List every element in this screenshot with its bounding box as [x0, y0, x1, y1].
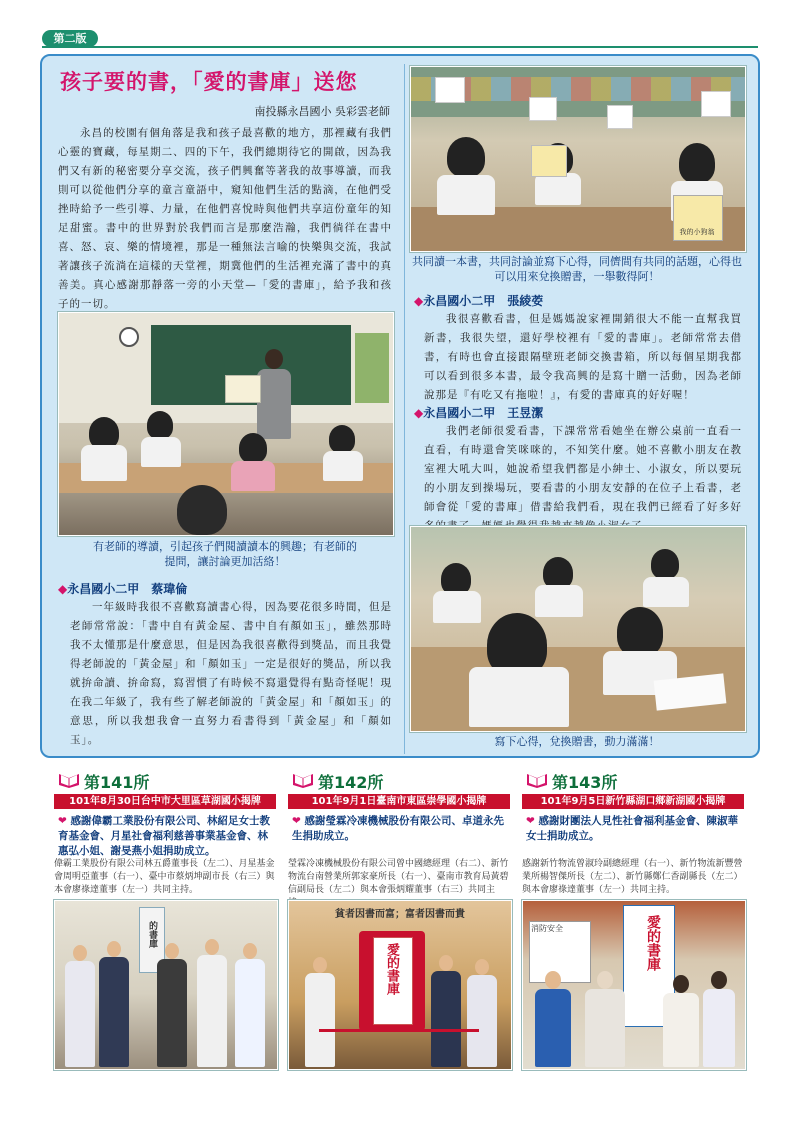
book-cover-label: 我的小狗翁 [679, 228, 715, 236]
book-icon [292, 770, 314, 788]
article-title: 孩子要的書，「愛的書庫」送您 [60, 70, 358, 94]
student2-text: 我很喜歡看書，但是媽媽說家裡開銷很大不能一直幫我買新書，我很失望，還好學校裡有「愛的書庫」。老師常常去借書，有時也會直接跟隔壁班老師交換書箱，所以每個星期我都可以看到很多本書，最令我高興的是寫十贈一活動，因為老師說那是『有吃又有拖啦！』，有愛的書庫真的好好喔！ [424, 313, 742, 401]
site-142-sign: 愛的書庫 [384, 943, 399, 995]
student2-heading: ◆永昌國小二甲 張綾荌 [414, 294, 544, 308]
site-143-sign: 愛的書庫 [645, 915, 661, 971]
site-143-photo [522, 900, 746, 1070]
site-141-sign: 的書庫 [147, 921, 157, 948]
book-icon [526, 770, 548, 788]
site-141-photo [54, 900, 278, 1070]
teacher-reading-photo [58, 312, 394, 536]
site-142-banner: 貧者因書而富；富者因書而貴 [335, 909, 465, 920]
site-142-number: 第142所 [318, 773, 384, 792]
site-142-desc: 瑩霖冷凍機械股份有限公司曾中國總經理（右二）、新竹物流台南營業所郭家豪所長（右一）、臺南市教育局黃碧信副局長（左二）與本會張炳耀董事（右三）共同主 [288, 859, 509, 895]
site-142-event: 101年9月1日臺南市東區崇學國小揭牌 [288, 794, 510, 809]
site-141-number: 第141所 [84, 773, 150, 792]
site-141-event: 101年8月30日台中市大里區草湖國小揭牌 [54, 794, 276, 809]
students-writing-photo [410, 526, 746, 732]
writing-photo-caption: 寫下心得，兌換贈書，動力滿滿！ [494, 735, 660, 748]
article-author: 南投縣永昌國小 吳彩雲老師 [254, 105, 390, 118]
teacher-photo-caption: 有老師的導讀，引起孩子們閱讀讀本的興趣；有老師的提問，讓討論更加活絡！ [93, 540, 357, 568]
students-photo-caption: 共同讀一本書，共同討論並寫下心得，同儕間有共同的話題，心得也可以用來兌換贈書，一舉數得阿！ [412, 255, 742, 283]
site-143-desc: 感謝新竹物流曾淑玲副總經理（右一）、新竹物流新豐營業所楊智傑所長（左二）、新竹縣鄭仁香副縣長（左二）與本會廖祿達董事（左一）共同主持。 [522, 859, 743, 895]
site-141-desc: 偉霸工業股份有限公司林五爵董事長（左二）、月星基金會周明亞董事（右一）、臺中市蔡炳坤副市長（右三）與本會廖祿達董事（左一）共同主持。 [54, 859, 275, 895]
student3-heading: ◆永昌國小二甲 王昱潔 [414, 406, 544, 420]
site-142-thanks: ❤ 感謝瑩霖冷凍機械股份有限公司、卓道永先生捐助成立。 [292, 815, 504, 842]
site-143-wall-sign: 消防安全 [531, 924, 563, 933]
student1-heading: ◆永昌國小二甲 蔡瑋倫 [58, 582, 188, 596]
site-143-event: 101年9月5日新竹縣湖口鄉新湖國小揭牌 [522, 794, 744, 809]
student1-text: 一年級時我很不喜歡寫讀書心得，因為要花很多時間，但是老師常常說：「書中自有黃金屋、書中自有顏如玉」，雖然那時我不太懂那是什麼意思，但是因為我很喜歡得到獎品，而且我覺得老師說的「黃金屋」和「顏如玉」一定是很好的獎品，所以我就拚命讀、拚命寫，寫習慣了有時候不寫還覺得有點奇怪呢！現在我二年級了，我有些了解老師說的「黃金屋」和「顏如玉」的意思，所以我想我會一直努力看書得到「黃金屋」和「顏如玉」。 [70, 601, 392, 746]
column-divider [404, 64, 405, 754]
book-icon [58, 770, 80, 788]
student3-text: 我們老師很愛看書，下課常常看她坐在辦公桌前一直看一直看，有時還會笑咪咪的，不知笑什麼。她不喜歡小朋友在教室裡大吼大叫，她說希望我們都是小紳士、小淑女，所以要玩的小朋友到操場玩，要看書的小朋友安靜的在位子上看書，老師會從「愛的書庫」借書給我們看，現在我們已經看了好多好 [424, 425, 742, 513]
students-books-photo [410, 66, 746, 252]
page-tag: 第二版 [42, 30, 98, 47]
site-143-thanks: ❤ 感謝財團法人見性社會福利基金會、陳淑華女士捐助成立。 [526, 815, 738, 842]
site-142-photo [288, 900, 512, 1070]
site-141-thanks: ❤ 感謝偉霸工業股份有限公司、林紹足女士教育基金會、月星社會福利慈善事業基金會、林惠弘小姐、謝旻燕小姐捐助成立。 [58, 815, 270, 857]
site-143-number: 第143所 [552, 773, 618, 792]
top-rule [42, 46, 758, 48]
article-intro: 永昌的校園有個角落是我和孩子最喜歡的地方，那裡藏有我們心靈的寶藏，每星期二、四的下午，我們總期待它的開啟，因為我們又有新的秘密要分享交流，孩子們興奮等著我的故事導讀，而我則可以從他們分享的童言童語中，窺知他們生活的點滴，在他們受挫時給予一些引導、力量，在他們喜悅時與他們共享這份童年的知足甜蜜。書中的世界對於我們而言是那麼浩瀚，我們徜徉在書中喜、怒、哀、樂的情境裡，那是一種無法言喻的快樂與交流，我試著讓孩子流淌在這樣的天堂裡，期冀他們的生活裡充滿了書中的真善美。真心感謝那靜落一旁的小天堂—「愛的書庫」，給予我和孩子的一切。 [58, 127, 392, 310]
